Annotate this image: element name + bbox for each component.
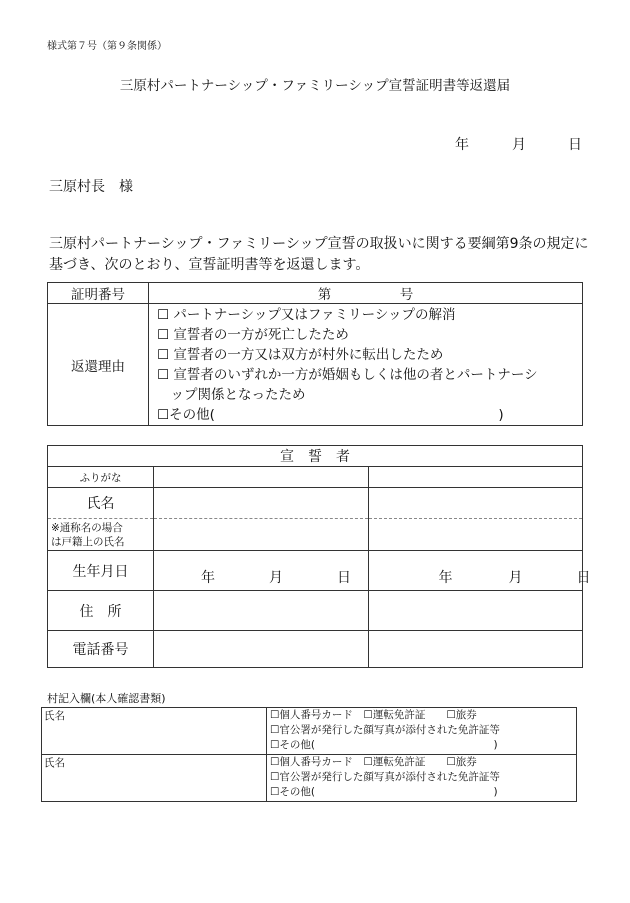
birth-year-1: 年 [201, 570, 215, 586]
name-label: 氏名 [48, 488, 154, 519]
birth-month-2: 月 [508, 570, 523, 586]
furigana-input-2[interactable] [368, 467, 583, 488]
cert-number-label: 証明番号 [48, 283, 149, 304]
body-text: 三原村パートナーシップ・ファミリーシップ宣誓の取扱いに関する要綱第9条の規定に基づき、次のとおり、宣誓証明書等を返還します。 [49, 236, 589, 273]
return-reason-list [149, 304, 583, 426]
furigana-input-1[interactable] [154, 467, 369, 488]
alias-note [48, 519, 154, 551]
reason-other-checkbox[interactable]: ☐その他( ) [157, 407, 504, 423]
phone-label: 電話番号 [48, 631, 154, 668]
birthdate-label: 生年月日 [48, 551, 154, 591]
name-input-2[interactable] [368, 488, 583, 519]
village-section-label: 村記入欄(本人確認書類) [47, 692, 166, 705]
reason-marriage-checkbox[interactable]: ☐ 宣誓者のいずれか一方が婚姻もしくは他の者とパートナーシ [157, 367, 538, 383]
id-docs-line3[interactable]: ☐その他( ) [270, 739, 498, 751]
form-number: 様式第７号（第９条関係） [47, 41, 167, 52]
cert-number-prefix: 第 [317, 287, 332, 303]
reason-death-checkbox[interactable]: ☐ 宣誓者の一方が死亡したため [157, 327, 349, 343]
birthdate-input-2[interactable] [368, 551, 591, 591]
address-input-2[interactable] [368, 591, 583, 631]
return-reason-label: 返還理由 [48, 304, 149, 426]
alias-note-line1: ※通称名の場合 [51, 521, 123, 534]
birth-day-2: 日 [576, 570, 591, 586]
cert-number-suffix: 号 [399, 287, 414, 303]
date-year: 年 [455, 137, 469, 153]
id-docs-line2[interactable]: ☐官公署が発行した顔写真が添付された免許証等 [270, 724, 500, 736]
name-input-1[interactable] [154, 488, 369, 519]
page-title: 三原村パートナーシップ・ファミリーシップ宣誓証明書等返還届 [119, 78, 511, 94]
alias-note-line2: は戸籍上の氏名 [51, 535, 125, 548]
birth-day-1: 日 [337, 570, 351, 586]
furigana-label: ふりがな [48, 467, 154, 488]
date-day: 日 [568, 137, 582, 153]
phone-input-2[interactable] [368, 631, 583, 668]
phone-input-1[interactable] [154, 631, 369, 668]
birth-year-2: 年 [438, 570, 453, 586]
legal-name-input-2[interactable] [368, 519, 583, 551]
reason-marriage-continued: ップ関係となったため [157, 387, 306, 403]
date-month: 月 [512, 137, 526, 153]
id-docs-line2[interactable]: ☐官公署が発行した顔写真が添付された免許証等 [270, 771, 500, 783]
reason-moved-checkbox[interactable]: ☐ 宣誓者の一方又は双方が村外に転出したため [157, 347, 444, 363]
reason-dissolution-checkbox[interactable]: ☐ パートナーシップ又はファミリーシップの解消 [157, 307, 456, 323]
village-row-name-2: 氏名 [42, 755, 267, 802]
address-input-1[interactable] [154, 591, 369, 631]
id-docs-line1[interactable]: ☐個人番号カード ☐運転免許証 ☐旅券 [270, 756, 477, 768]
addressee: 三原村長 様 [49, 179, 133, 195]
declarant-table [47, 445, 591, 668]
certificate-table [47, 282, 583, 426]
cert-number-cell[interactable] [149, 283, 583, 304]
birthdate-input-1[interactable] [154, 551, 369, 591]
village-row-name-1: 氏名 [42, 708, 267, 755]
birth-month-1: 月 [269, 570, 283, 586]
id-docs-line1[interactable]: ☐個人番号カード ☐運転免許証 ☐旅券 [270, 709, 477, 721]
village-row-docs-2 [267, 755, 577, 802]
legal-name-input-1[interactable] [154, 519, 369, 551]
village-row-docs-1 [267, 708, 577, 755]
id-docs-line3[interactable]: ☐その他( ) [270, 786, 498, 798]
address-label: 住 所 [48, 591, 154, 631]
village-table [41, 707, 577, 802]
declarant-header: 宣 誓 者 [48, 446, 583, 467]
